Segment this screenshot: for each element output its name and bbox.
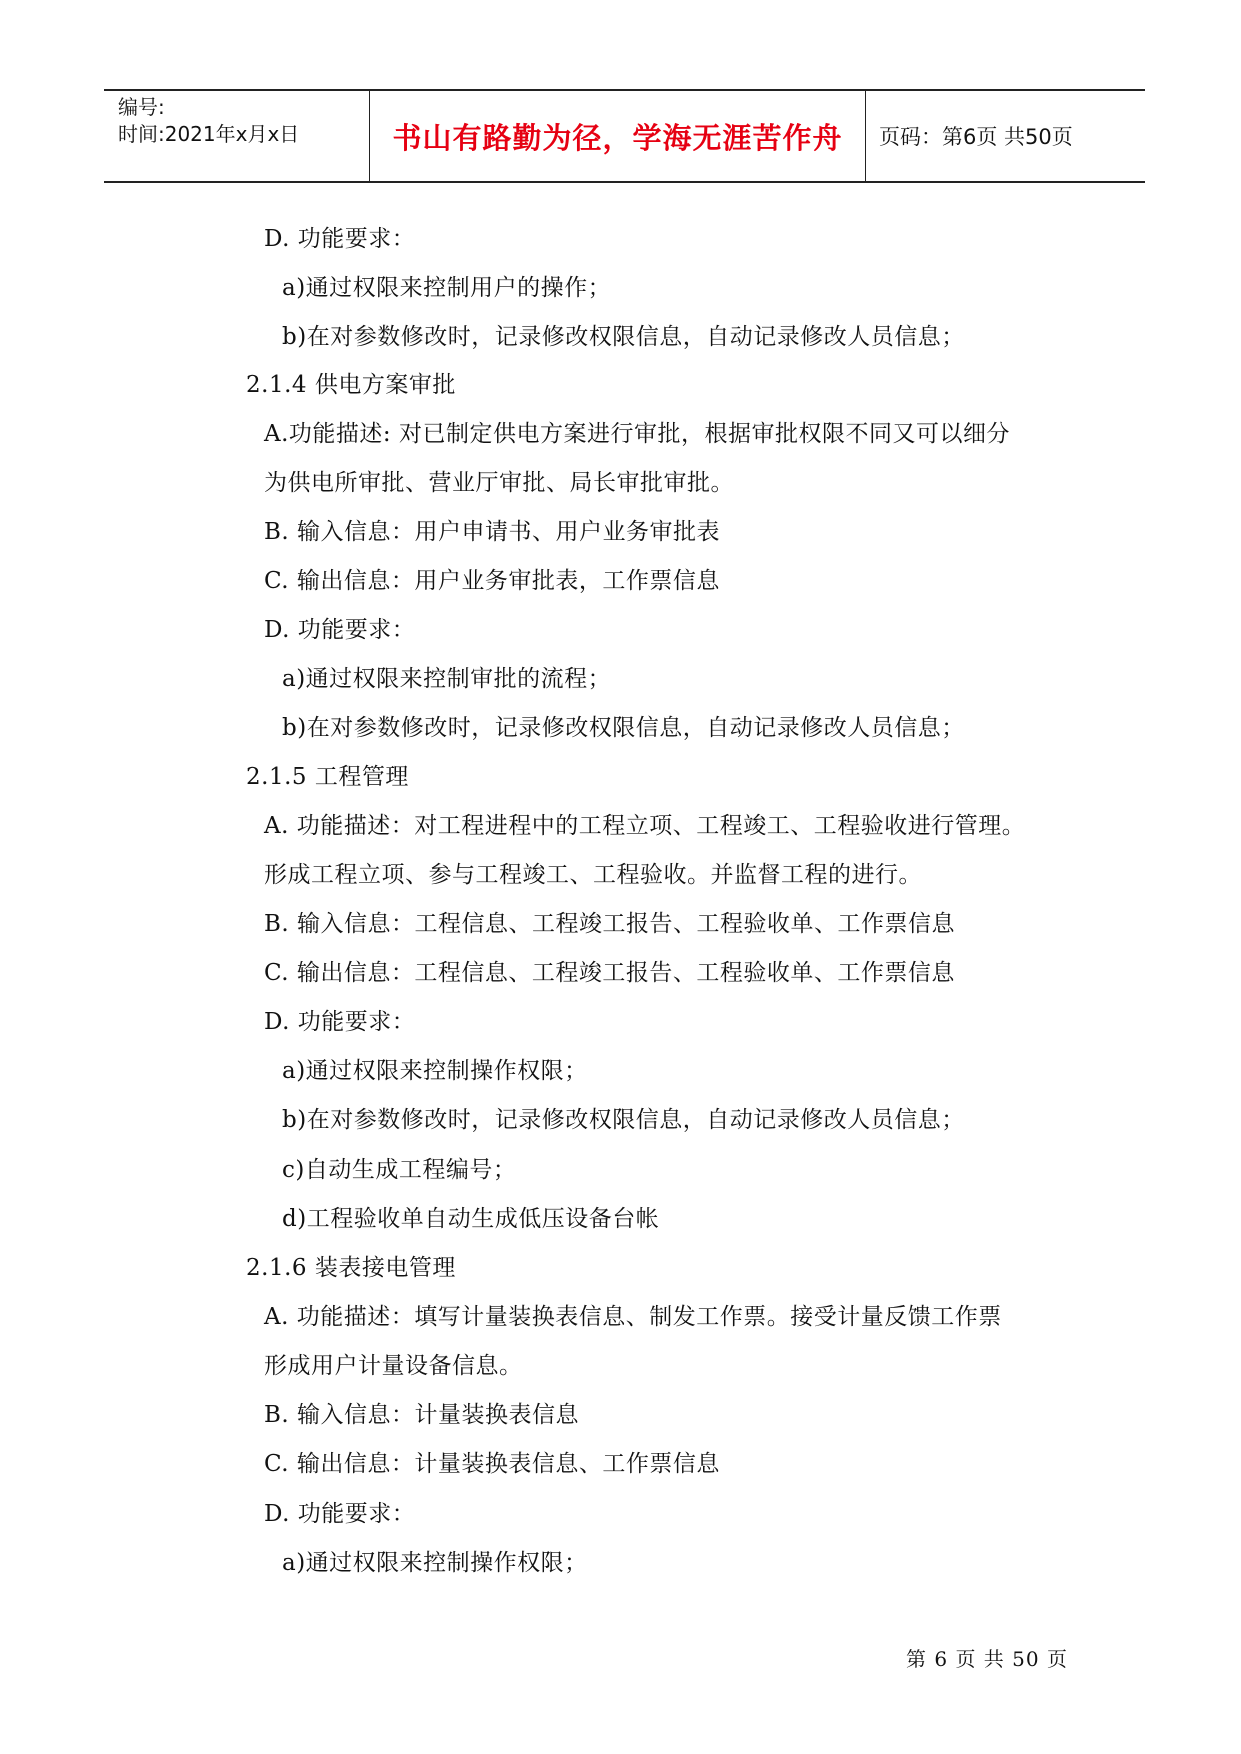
body-line: b)在对参数修改时，记录修改权限信息，自动记录修改人员信息； <box>282 715 965 741</box>
section-heading: 2.1.6 装表接电管理 <box>246 1255 456 1281</box>
body-line: B. 输入信息：工程信息、工程竣工报告、工程验收单、工作票信息 <box>264 911 956 937</box>
header-meta <box>104 91 370 181</box>
body-line: b)在对参数修改时，记录修改权限信息，自动记录修改人员信息； <box>282 324 965 350</box>
header-motto: 书山有路勤为径，学海无涯苦作舟 <box>392 120 843 155</box>
document-number-label: 编号: <box>118 95 165 119</box>
body-line: D. 功能要求： <box>264 1009 416 1035</box>
section-heading: 2.1.4 供电方案审批 <box>246 372 456 398</box>
body-line: B. 输入信息：计量装换表信息 <box>264 1402 580 1428</box>
body-line: 为供电所审批、营业厅审批、局长审批审批。 <box>264 470 734 496</box>
body-line: C. 输出信息：工程信息、工程竣工报告、工程验收单、工作票信息 <box>264 960 955 986</box>
body-line: a)通过权限来控制操作权限； <box>282 1058 588 1084</box>
body-line: C. 输出信息：用户业务审批表，工作票信息 <box>264 568 720 594</box>
body-line: A. 功能描述：填写计量装换表信息、制发工作票。接受计量反馈工作票 <box>264 1304 1002 1330</box>
body-line: B. 输入信息：用户申请书、用户业务审批表 <box>264 519 721 545</box>
header-page-code-cell <box>866 91 1145 181</box>
body-line: d)工程验收单自动生成低压设备台帐 <box>282 1206 660 1232</box>
body-line: C. 输出信息：计量装换表信息、工作票信息 <box>264 1451 720 1477</box>
page-header <box>104 89 1145 183</box>
body-line: c)自动生成工程编号； <box>282 1157 517 1183</box>
body-line: a)通过权限来控制审批的流程； <box>282 666 612 692</box>
document-time-label: 时间:2021年x月x日 <box>118 122 300 146</box>
body-line: b)在对参数修改时，记录修改权限信息，自动记录修改人员信息； <box>282 1107 965 1133</box>
body-line: D. 功能要求： <box>264 1501 416 1527</box>
body-line: D. 功能要求： <box>264 617 416 643</box>
page-footer: 第 6 页 共 50 页 <box>906 1647 1068 1671</box>
body-line: a)通过权限来控制用户的操作； <box>282 275 612 301</box>
section-heading: 2.1.5 工程管理 <box>246 764 409 790</box>
header-motto-cell <box>370 91 866 181</box>
body-line: 形成用户计量设备信息。 <box>264 1353 523 1379</box>
body-line: A. 功能描述：对工程进程中的工程立项、工程竣工、工程验收进行管理。 <box>264 813 1026 839</box>
body-line: D. 功能要求： <box>264 226 416 252</box>
header-page-code: 页码：第6页 共50页 <box>879 125 1073 149</box>
body-line: 形成工程立项、参与工程竣工、工程验收。并监督工程的进行。 <box>264 862 922 888</box>
body-line: a)通过权限来控制操作权限； <box>282 1550 588 1576</box>
body-line: A.功能描述: 对已制定供电方案进行审批，根据审批权限不同又可以细分 <box>264 421 1010 447</box>
